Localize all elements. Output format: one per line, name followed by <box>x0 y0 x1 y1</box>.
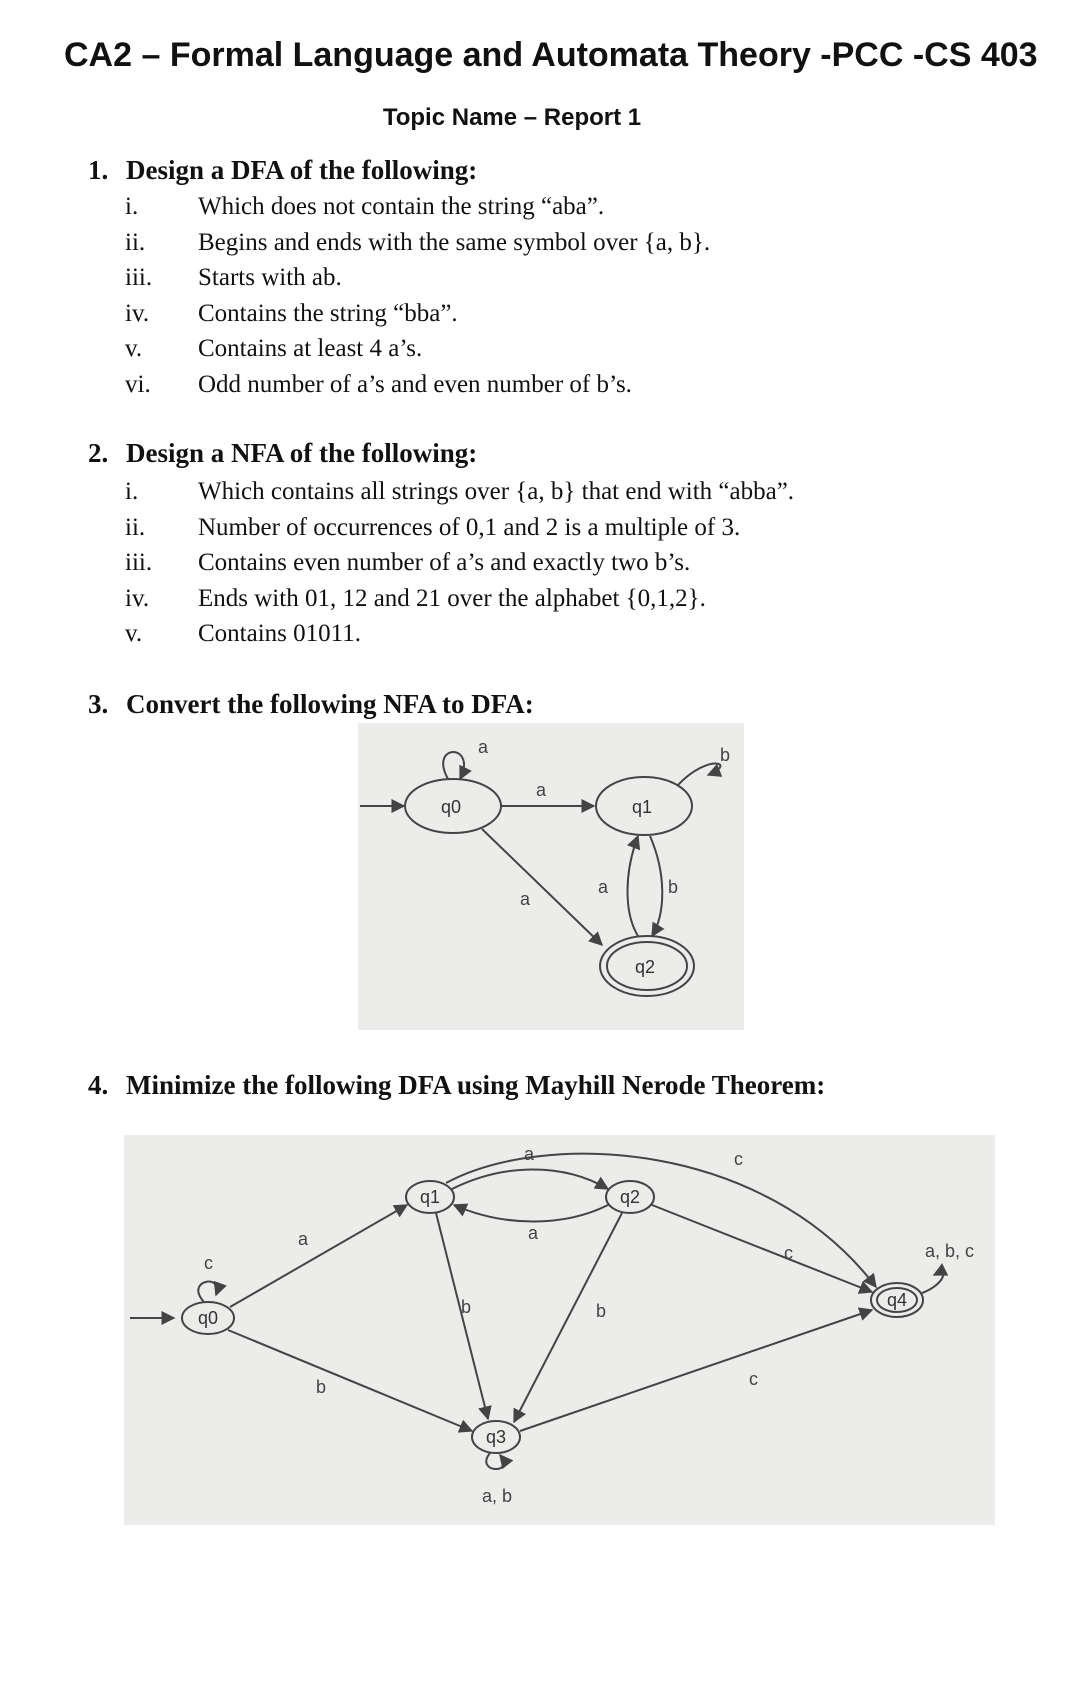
state-q1-label: q1 <box>632 797 653 817</box>
roman-numeral: iv. <box>125 299 150 327</box>
item-text: Contains at least 4 a’s. <box>198 335 423 362</box>
item-text: Starts with ab. <box>198 264 342 291</box>
edge-q2-q1-label: a <box>598 877 609 897</box>
q1-self-loop-label: b <box>720 745 731 765</box>
item-text: Contains 01011. <box>198 620 361 647</box>
item-text: Which contains all strings over {a, b} that end with “abba”. <box>198 478 795 505</box>
edge-q0-q2-label: a <box>520 889 531 909</box>
edge-q1-q2-label: a <box>524 1144 535 1164</box>
question-number: 3. <box>88 689 109 719</box>
edge-q0-q3-label: b <box>316 1377 327 1397</box>
item-text: Odd number of a’s and even number of b’s. <box>198 370 632 398</box>
question-4-heading <box>88 1070 825 1101</box>
roman-numeral: i. <box>125 478 139 505</box>
state-q1-label: q1 <box>420 1187 441 1207</box>
item-text: Begins and ends with the same symbol over {a, b}. <box>198 228 711 256</box>
nfa-diagram <box>358 723 744 1030</box>
q0-self-loop-label: a <box>478 737 489 757</box>
roman-numeral: ii. <box>125 513 146 541</box>
question-3-heading <box>88 689 534 720</box>
roman-numeral: v. <box>125 335 143 362</box>
roman-numeral: vi. <box>125 370 151 398</box>
item-text: Contains the string “bba”. <box>198 299 458 327</box>
state-q2-label: q2 <box>620 1187 641 1207</box>
edge-q3-q4-label: c <box>749 1369 758 1389</box>
edge-q0-q1-label: a <box>536 780 547 800</box>
edge-q1-q2-label: b <box>668 877 679 897</box>
q0-self-loop-label: c <box>204 1253 213 1273</box>
state-q4-label: q4 <box>887 1290 908 1310</box>
question-1-heading <box>88 155 477 186</box>
question-heading-text: Minimize the following DFA using Mayhill Nerode Theorem: <box>126 1070 826 1100</box>
question-heading-text: Convert the following NFA to DFA: <box>126 689 534 719</box>
question-number: 1. <box>88 155 109 185</box>
edge-q0-q1-label: a <box>298 1229 309 1249</box>
state-q2-label: q2 <box>635 957 656 977</box>
edge-q1-q4-label: c <box>734 1149 743 1169</box>
q3-self-loop-label: a, b <box>482 1486 513 1506</box>
edge-q2-q4-label: c <box>784 1243 793 1263</box>
dfa-diagram <box>124 1135 995 1525</box>
roman-numeral: iii. <box>125 549 153 576</box>
question-number: 2. <box>88 438 109 468</box>
state-q3-label: q3 <box>486 1427 507 1447</box>
edge-q1-q3-label: b <box>461 1297 472 1317</box>
question-number: 4. <box>88 1070 109 1100</box>
item-text: Which does not contain the string “aba”. <box>198 193 605 220</box>
roman-numeral: v. <box>125 620 143 647</box>
roman-numeral: i. <box>125 193 139 220</box>
state-q0-label: q0 <box>441 797 462 817</box>
edge-q2-q3-label: b <box>596 1301 607 1321</box>
item-text: Ends with 01, 12 and 21 over the alphabet {0,1,2}. <box>198 584 706 612</box>
figure-background <box>124 1135 995 1525</box>
question-heading-text: Design a DFA of the following: <box>126 155 478 185</box>
question-heading-text: Design a NFA of the following: <box>126 438 478 468</box>
item-text: Contains even number of a’s and exactly two b’s. <box>198 549 691 576</box>
edge-q2-q1-label: a <box>528 1223 539 1243</box>
roman-numeral: iii. <box>125 264 153 291</box>
topic-subtitle: Topic Name – Report 1 <box>382 104 642 131</box>
roman-numeral: ii. <box>125 228 146 256</box>
document-title: CA2 – Formal Language and Automata Theory -PCC -CS 403 <box>64 36 1038 74</box>
question-2-heading <box>88 438 477 469</box>
roman-numeral: iv. <box>125 584 150 612</box>
q4-self-loop-label: a, b, c <box>925 1241 975 1261</box>
state-q0-label: q0 <box>198 1308 219 1328</box>
item-text: Number of occurrences of 0,1 and 2 is a multiple of 3. <box>198 513 741 541</box>
